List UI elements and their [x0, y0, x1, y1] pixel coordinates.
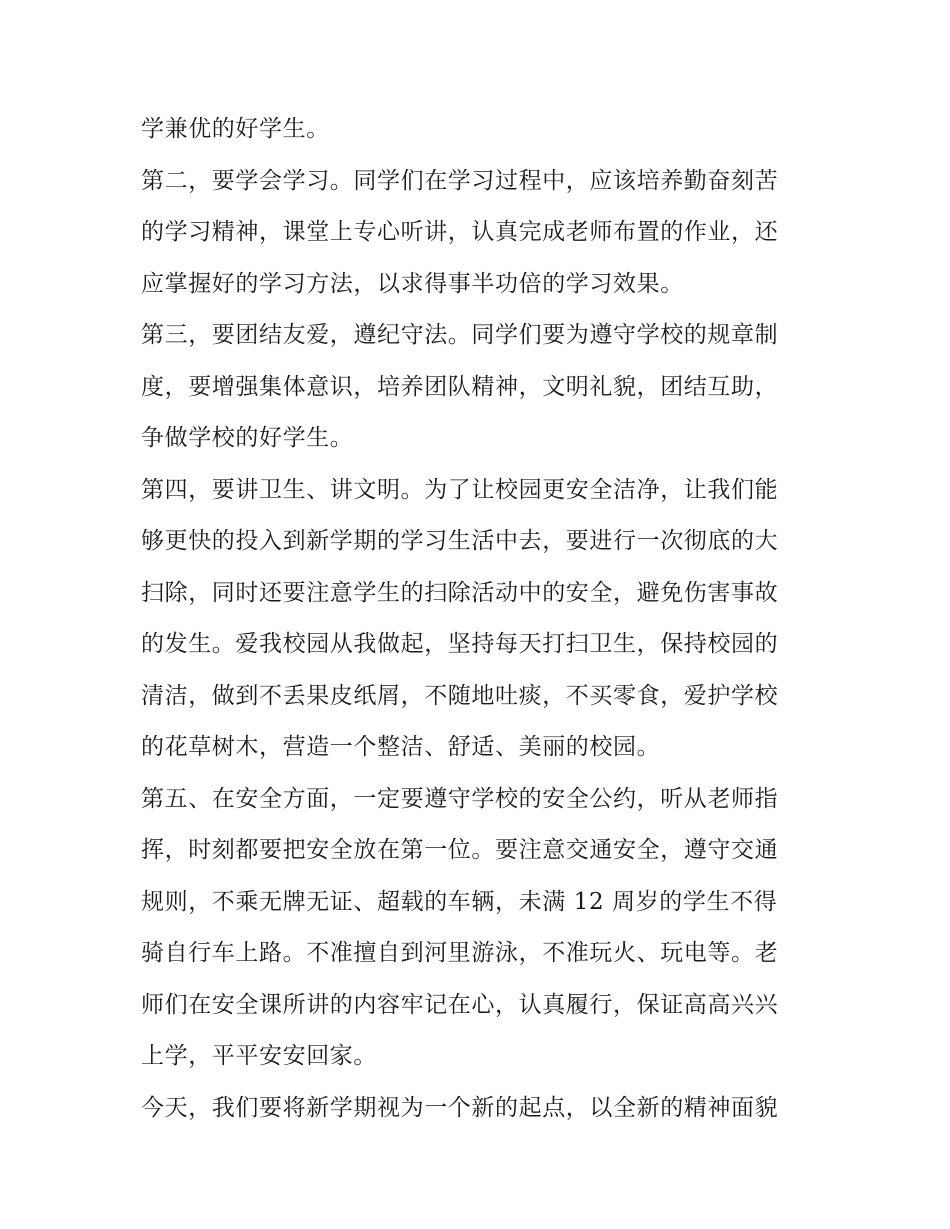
- text-line: 争做学校的好学生。: [141, 425, 354, 451]
- document-body: [141, 104, 821, 1134]
- text-line: 第二，要学会学习。同学们在学习过程中，应该培养勤奋刻苦: [141, 167, 779, 194]
- text-line: 师们在安全课所讲的内容牢记在心，认真履行，保证高高兴兴: [141, 991, 779, 1018]
- text-line: 够更快的投入到新学期的学习生活中去，要进行一次彻底的大: [141, 528, 779, 554]
- text-line: 第三，要团结友爱，遵纪守法。同学们要为遵守学校的规章制: [141, 322, 779, 348]
- text-line: 应掌握好的学习方法，以求得事半功倍的学习效果。: [141, 270, 684, 297]
- text-line: 学兼优的好学生。: [141, 116, 330, 142]
- text-line: 的花草树木，营造一个整洁、舒适、美丽的校园。: [141, 734, 661, 760]
- text-line: 的学习精神，课堂上专心听讲，认真完成老师布置的作业，还: [141, 219, 779, 245]
- text-line: 第五、在安全方面，一定要遵守学校的安全公约，听从老师指: [141, 785, 779, 812]
- text-line: 上学，平平安安回家。: [141, 1043, 377, 1069]
- text-line: 清洁，做到不丢果皮纸屑，不随地吐痰，不买零食，爱护学校: [141, 682, 779, 709]
- text-line: 第四，要讲卫生、讲文明。为了让校园更安全洁净，让我们能: [141, 476, 779, 503]
- text-line: 度，要增强集体意识，培养团队精神，文明礼貌，团结互助，: [141, 373, 779, 400]
- text-line: 的发生。爱我校园从我做起，坚持每天打扫卫生，保持校园的: [141, 631, 779, 657]
- text-line: 骑自行车上路。不准擅自到河里游泳，不准玩火、玩电等。老: [141, 940, 779, 966]
- text-line: 挥，时刻都要把安全放在第一位。要注意交通安全，遵守交通: [141, 837, 779, 863]
- text-line: 今天，我们要将新学期视为一个新的起点，以全新的精神面貌: [141, 1094, 779, 1121]
- text-line: 规则，不乘无牌无证、超载的车辆，未满 12 周岁的学生不得: [141, 888, 778, 915]
- text-line: 扫除，同时还要注意学生的扫除活动中的安全，避免伤害事故: [141, 579, 779, 606]
